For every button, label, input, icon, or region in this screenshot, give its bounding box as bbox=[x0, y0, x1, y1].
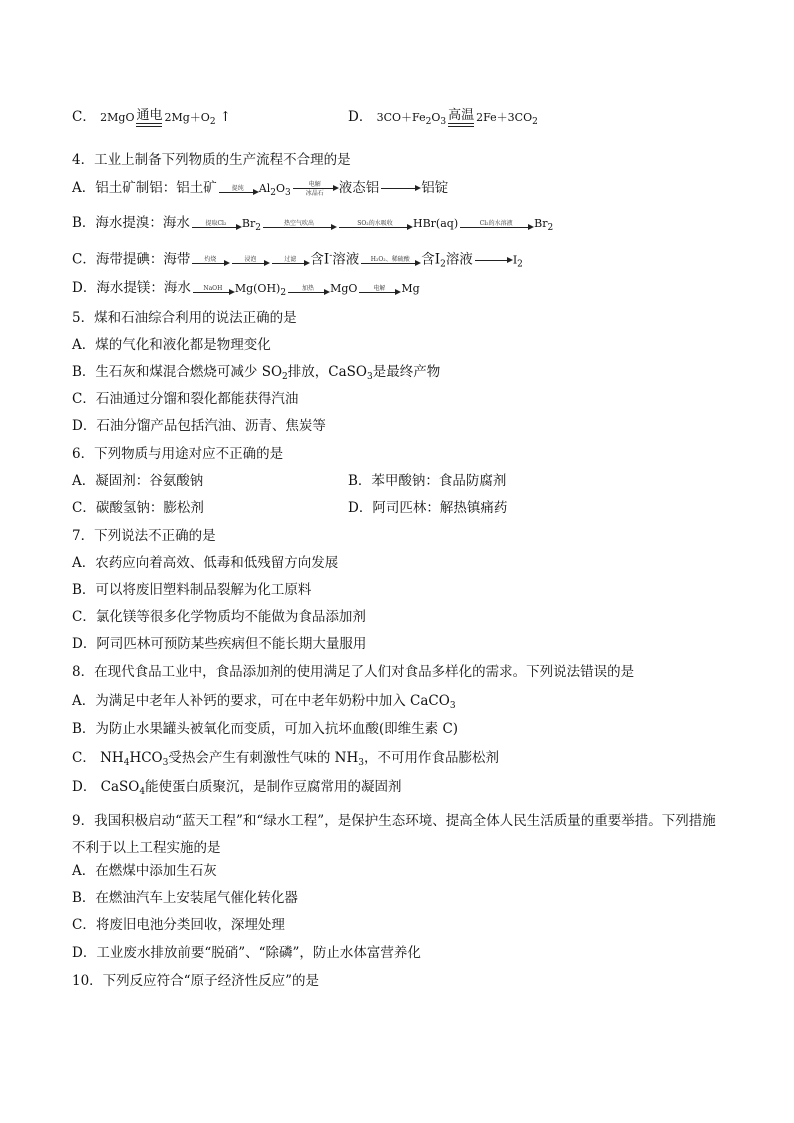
q7-option-c: C．氯化镁等很多化学物质均不能做为食品添加剂 bbox=[72, 609, 366, 625]
q8-option-a: A．为满足中老年人补钙的要求，可在中老年奶粉中加入 CaCO$_3$ bbox=[72, 693, 456, 711]
q6-option-d: D．阿司匹林：解热镇痛药 bbox=[348, 500, 508, 516]
condition: 高温 bbox=[448, 107, 475, 123]
product: 2Fe＋3CO bbox=[476, 111, 533, 124]
q4-option-d: D．海水提镁：海水 NaOH $Mg(OH)_2$ 加热 MgO 电解 Mg bbox=[72, 280, 420, 298]
reaction-arrow bbox=[136, 109, 162, 127]
q8-stem: 8．在现代食品工业中，食品添加剂的使用满足了人们对食品多样化的需求。下列说法错误的是 bbox=[72, 664, 635, 680]
q5-option-c: C．石油通过分馏和裂化都能获得汽油 bbox=[72, 391, 299, 407]
q4-option-b: B．海水提溴：海水 提取Cl₂ $Br_2$ 热空气吹出 SO₂的水吸收 HBr(aq) Cl₂的水溶液 $Br_2$ bbox=[72, 215, 554, 233]
option-label: D． bbox=[348, 109, 373, 125]
q9-stem: 9．我国积极启动“蓝天工程”和“绿水工程”，是保护生态环境、提高全体人民生活质量的重要举措。下列措施不利于以上工程实施的是 bbox=[72, 813, 716, 856]
q3-option-c: C． 2MgO 通电 $2Mg+O_2$ ↑ bbox=[72, 107, 232, 127]
q5-stem: 5．煤和石油综合利用的说法正确的是 bbox=[72, 310, 297, 326]
option-label: C． bbox=[72, 109, 96, 125]
q3-option-d: D． $3CO+Fe_2O_3$ 高温 $2Fe+3CO_2$ bbox=[348, 107, 538, 127]
q4-option-a: A．铝土矿制铝：铝土矿 提纯 $Al_2O_3$ 电解 冰晶石 液态铝 铝锭 bbox=[72, 180, 449, 198]
q8-option-d: D． CaSO$_4$能使蛋白质聚沉，是制作豆腐常用的凝固剂 bbox=[72, 779, 402, 797]
condition: 通电 bbox=[136, 107, 163, 123]
q9-option-d: D．工业废水排放前要“脱硝”、“除磷”，防止水体富营养化 bbox=[72, 945, 421, 961]
q8-option-c: C． $NH_4HCO_3$受热会产生有刺激性气味的 $NH_3$，不可用作食品膨松剂 bbox=[72, 750, 499, 768]
q5-option-a: A．煤的气化和液化都是物理变化 bbox=[72, 337, 271, 353]
q5-option-b: B．生石灰和煤混合燃烧可减少 $SO_2$排放，CaSO$_3$是最终产物 bbox=[72, 364, 441, 382]
q9-option-c: C．将废旧电池分类回收，深埋处理 bbox=[72, 917, 285, 933]
reaction-arrow bbox=[448, 109, 474, 127]
q8-option-b: B．为防止水果罐头被氧化而变质，可加入抗坏血酸(即维生素 C) bbox=[72, 721, 459, 737]
product: 2Mg＋O bbox=[164, 111, 210, 124]
reactant: 2MgO bbox=[100, 111, 135, 124]
q5-option-d: D．石油分馏产品包括汽油、沥青、焦炭等 bbox=[72, 418, 326, 434]
q4-stem: 4．工业上制备下列物质的生产流程不合理的是 bbox=[72, 152, 351, 168]
q9-option-b: B．在燃油汽车上安装尾气催化转化器 bbox=[72, 890, 298, 906]
q7-option-b: B．可以将废旧塑料制品裂解为化工原料 bbox=[72, 582, 312, 598]
q4-option-c: C．海带提碘：海带 灼烧 浸泡 过滤 含I-溶液 H₂O₂、稀硫酸 含$I_2$溶液 $I_2$ bbox=[72, 251, 523, 270]
q6-option-c: C．碳酸氢钠：膨松剂 bbox=[72, 500, 204, 516]
q7-stem: 7．下列说法不正确的是 bbox=[72, 528, 216, 544]
q9-option-a: A．在燃煤中添加生石灰 bbox=[72, 863, 217, 879]
reactant: 3CO＋Fe bbox=[376, 111, 426, 124]
q6-option-b: B．苯甲酸钠：食品防腐剂 bbox=[348, 473, 507, 489]
q6-option-a: A．凝固剂：谷氨酸钠 bbox=[72, 473, 204, 489]
q7-option-d: D．阿司匹林可预防某些疾病但不能长期大量服用 bbox=[72, 636, 367, 652]
q6-stem: 6．下列物质与用途对应不正确的是 bbox=[72, 446, 284, 462]
q10-stem: 10．下列反应符合“原子经济性反应”的是 bbox=[72, 973, 319, 989]
q7-option-a: A．农药应向着高效、低毒和低残留方向发展 bbox=[72, 555, 339, 571]
